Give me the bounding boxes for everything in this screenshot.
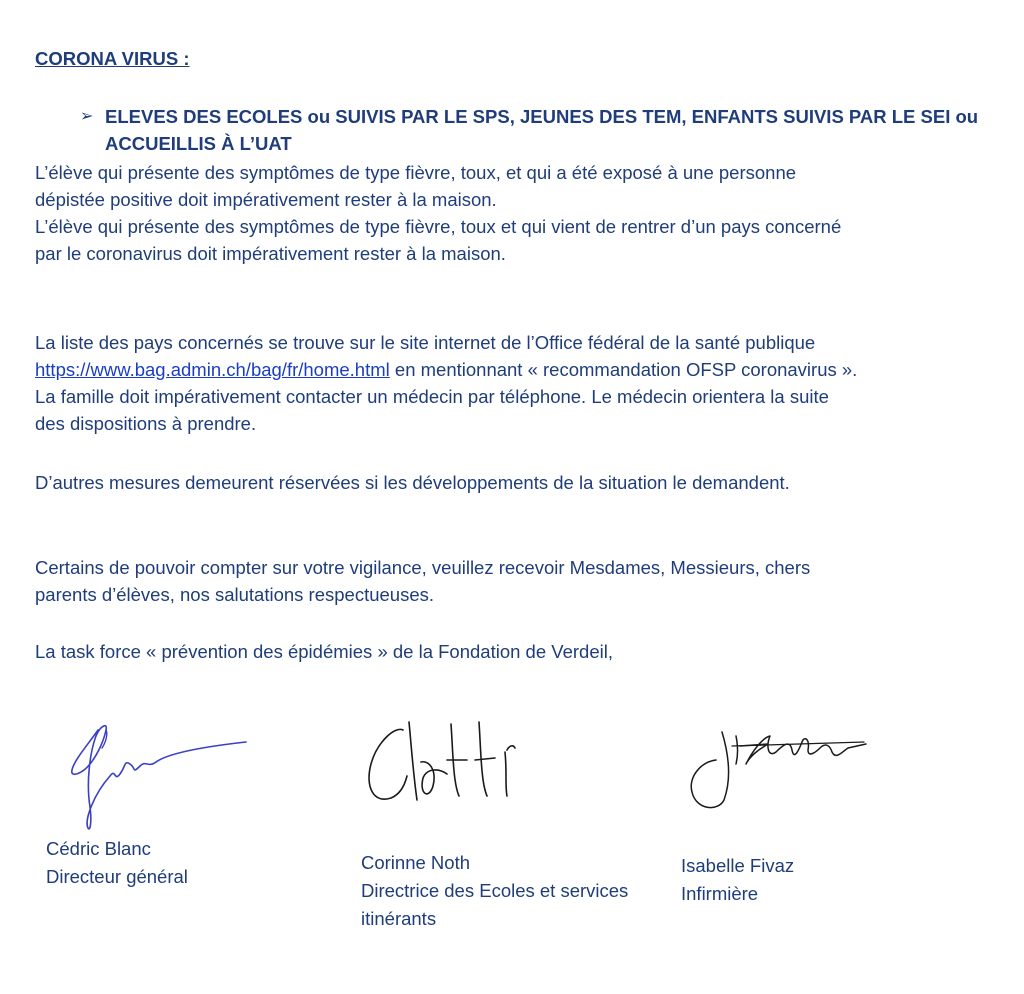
paragraph-symptoms	[35, 159, 841, 267]
paragraph-task-force: La task force « prévention des épidémies » de la Fondation de Verdeil,	[35, 641, 613, 662]
page-title: CORONA VIRUS :	[35, 48, 190, 69]
bullet-heading-line2: ACCUEILLIS À L’UAT	[105, 133, 292, 154]
signatory-title-continued: itinérants	[361, 908, 437, 929]
paragraph-line: L’élève qui présente des symptômes de type fièvre, toux et qui vient de rentrer d’un pays concerné	[35, 216, 842, 237]
signature-cedric-blanc	[60, 712, 260, 837]
paragraph-line	[35, 356, 857, 383]
signatory-cedric-blanc	[46, 835, 188, 891]
paragraph-line: Certains de pouvoir compter sur votre vigilance, veuillez recevoir Mesdames, Messieurs, chers	[35, 557, 811, 578]
paragraph-country-list	[35, 329, 857, 437]
signatory-corinne-noth	[361, 849, 628, 933]
paragraph-line: dépistée positive doit impérativement rester à la maison.	[35, 189, 497, 210]
arrow-bullet-icon: ➢	[80, 108, 94, 125]
paragraph-line: La famille doit impérativement contacter un médecin par téléphone. Le médecin orientera la suite	[35, 386, 829, 407]
paragraph-line: La liste des pays concernés se trouve sur le site internet de l’Office fédéral de la santé publique	[35, 332, 816, 353]
paragraph-line: parents d’élèves, nos salutations respectueuses.	[35, 584, 435, 605]
signatory-title: Infirmière	[681, 883, 759, 904]
signature-isabelle-fivaz	[680, 722, 880, 817]
paragraph-line: L’élève qui présente des symptômes de type fièvre, toux, et qui a été exposé à une personne	[35, 162, 797, 183]
paragraph-line: des dispositions à prendre.	[35, 413, 257, 434]
paragraph-closing	[35, 554, 810, 608]
signatory-isabelle-fivaz	[681, 852, 794, 908]
signatory-name: Cédric Blanc	[46, 838, 151, 859]
signatory-name: Corinne Noth	[361, 852, 471, 873]
bullet-heading	[105, 103, 978, 157]
signatory-title: Directeur général	[46, 866, 188, 887]
link-suffix-text: en mentionnant « recommandation OFSP coronavirus ».	[389, 359, 858, 380]
ofsp-link[interactable]: https://www.bag.admin.ch/bag/fr/home.html	[35, 359, 390, 380]
signature-corinne-noth	[355, 712, 555, 812]
bullet-heading-line1: ELEVES DES ECOLES ou SUIVIS PAR LE SPS, JEUNES DES TEM, ENFANTS SUIVIS PAR LE SEI ou	[105, 106, 979, 127]
paragraph-line: par le coronavirus doit impérativement rester à la maison.	[35, 243, 506, 264]
signatory-title: Directrice des Ecoles et services	[361, 880, 629, 901]
signatory-name: Isabelle Fivaz	[681, 855, 795, 876]
paragraph-other-measures: D’autres mesures demeurent réservées si les développements de la situation le demandent.	[35, 472, 790, 493]
